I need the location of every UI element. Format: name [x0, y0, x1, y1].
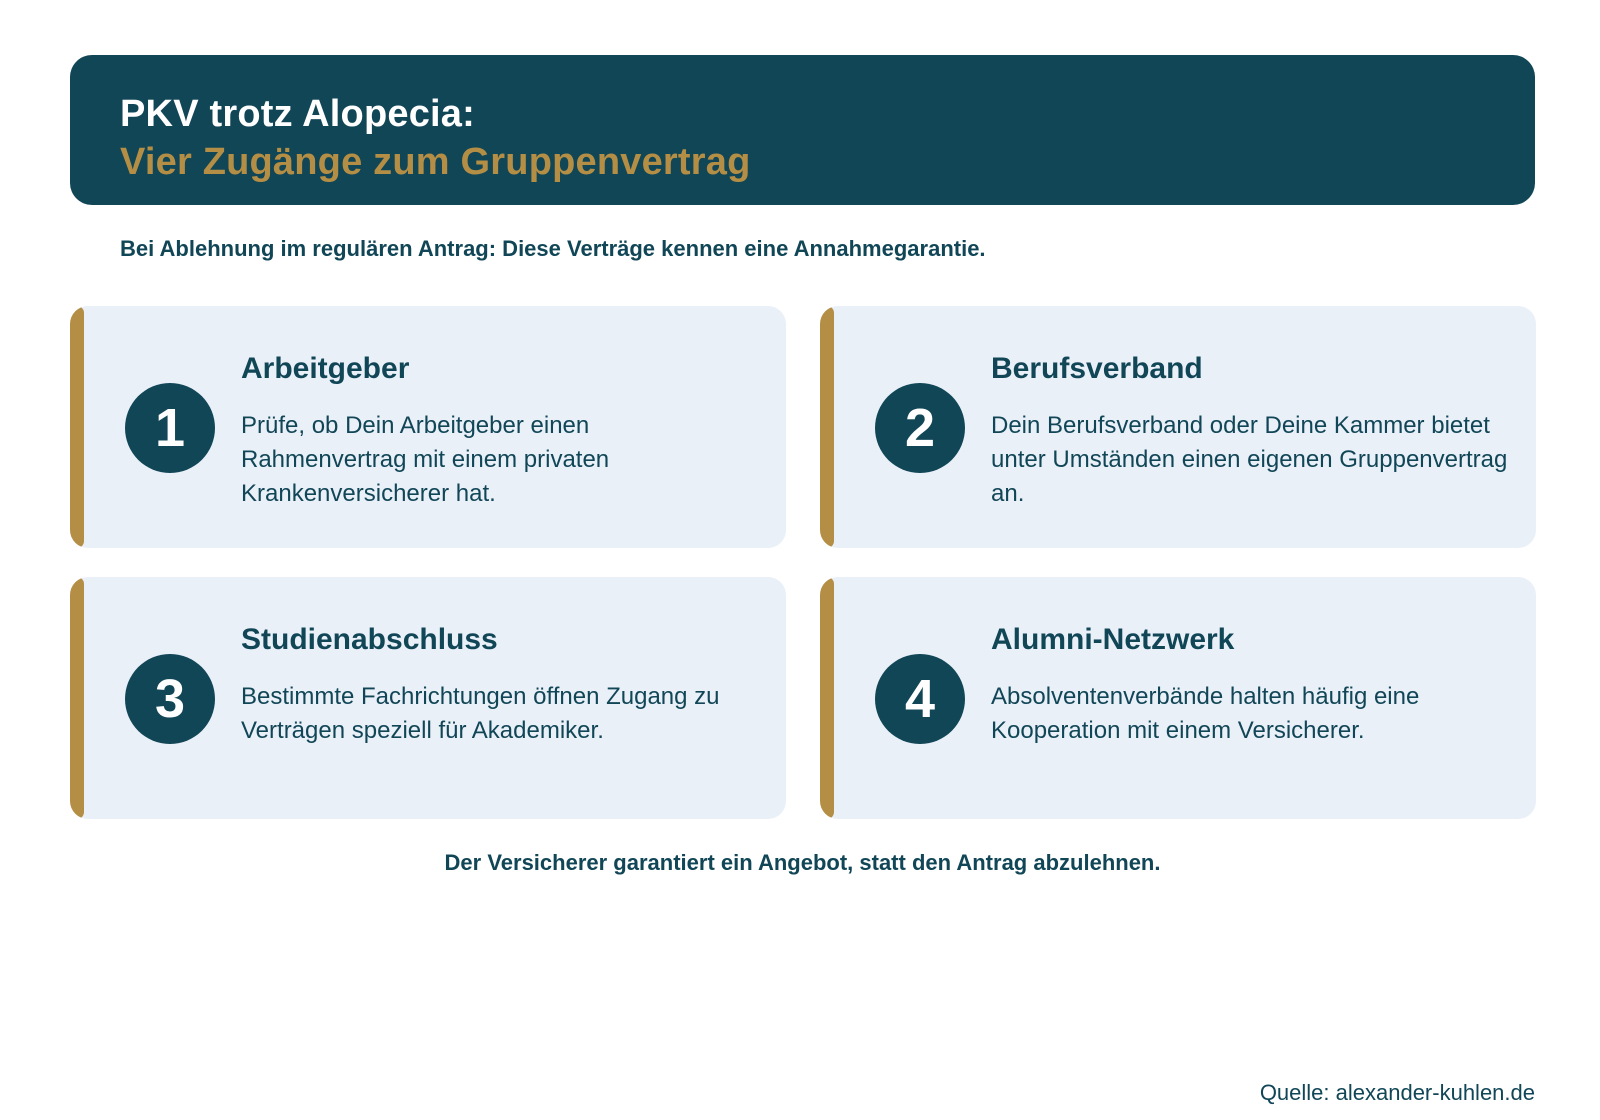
intro-text: Bei Ablehnung im regulären Antrag: Diese Verträge kennen eine Annahmegarantie.: [120, 236, 986, 261]
card-arbeitgeber: [70, 306, 786, 548]
card-accent-bar: [70, 577, 84, 819]
card-alumni-netzwerk: [820, 577, 1536, 819]
card-studienabschluss: [70, 577, 786, 819]
header-banner: [70, 55, 1535, 205]
card-body: Prüfe, ob Dein Arbeitgeber einen Rahmenvertrag mit einem privaten Krankenversicherer hat.: [241, 412, 610, 507]
card-accent-bar: [820, 306, 834, 548]
card-body: Dein Berufsverband oder Deine Kammer bietet unter Umständen einen eigenen Gruppenvertrag an.: [991, 412, 1508, 507]
card-berufsverband: [820, 306, 1536, 548]
page-title: PKV trotz Alopecia:: [120, 93, 475, 135]
card-heading: Arbeitgeber: [241, 352, 410, 385]
card-heading: Berufsverband: [991, 352, 1203, 385]
source-credit: Quelle: alexander-kuhlen.de: [1259, 1080, 1535, 1105]
card-heading: Alumni-Netzwerk: [991, 623, 1235, 656]
step-number-badge: 2: [875, 383, 965, 473]
page-subtitle-accent: Vier Zugänge zum Gruppenvertrag: [120, 141, 751, 183]
card-accent-bar: [820, 577, 834, 819]
card-accent-bar: [70, 306, 84, 548]
step-number-badge: 3: [125, 654, 215, 744]
card-body: Absolventenverbände halten häufig eine Kooperation mit einem Versicherer.: [991, 683, 1420, 744]
step-number-badge: 1: [125, 383, 215, 473]
footer-note: Der Versicherer garantiert ein Angebot, statt den Antrag abzulehnen.: [444, 850, 1161, 875]
card-heading: Studienabschluss: [241, 623, 498, 656]
card-body: Bestimmte Fachrichtungen öffnen Zugang zu Verträgen speziell für Akademiker.: [241, 683, 720, 744]
step-number-badge: 4: [875, 654, 965, 744]
